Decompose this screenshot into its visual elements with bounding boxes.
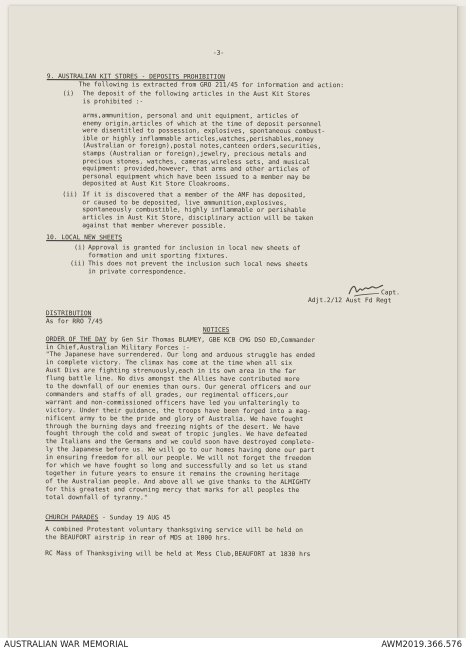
notices-heading: NOTICES (202, 326, 230, 334)
document-text-line: commanders and staffs of all grades, our regimental officers,our (45, 391, 289, 399)
document-text-line: in ensuring freedom for all our people. We will not forget the freedom (45, 454, 311, 463)
order-line: by Gen Sir Thomas BLAMEY, GBE KCB CMG DSO ED,Commander (106, 336, 316, 345)
document-text-line: (Australian or foreign),postal notes,canteen orders,securities, (82, 142, 322, 151)
document-text-line: in complete victory. The climax has come at the time when all six (45, 359, 293, 368)
document-text-line: If it is discovered that a member of the AMF has deposited, (82, 191, 307, 200)
document-text-line: stamps (Australian or foreign),jewelry, precious metals and (82, 150, 307, 159)
document-text-line: together in future years to ensure it remains the crowning heritage (45, 470, 300, 478)
section-10-heading: 10. LOCAL NEW SHEETS (46, 234, 123, 242)
document-text-line: deposited at Aust Kit Store Cloakrooms. (82, 180, 231, 189)
item-1-number: (i) (62, 90, 75, 98)
document-text-line: enemy origin,articles of which at the time of deposit personnel (82, 119, 322, 128)
document-text-line: against that member wherever possible. (82, 222, 227, 230)
distribution-text: As for RRO 7/45 (45, 318, 103, 326)
document-text-line: were disentitled to possession, explosives, spontaneous combust- (82, 127, 326, 136)
document-text-line: nificent army to be the pride and glory of Australia. We have fought (45, 414, 304, 423)
document-text-line: victory. Under their guidance, the troops have been forged into a mag- (45, 406, 311, 415)
document-text-line: flung battle line. No divs amongst the Allies have contributed more (45, 375, 300, 384)
order-of-the-day-heading: ORDER OF THE DAY (45, 336, 107, 344)
document-text-line: the BEAUFORT airstrip in rear of MDS at 1000 hrs. (45, 534, 231, 542)
church-parades-heading: CHURCH PARADES (45, 514, 99, 522)
document-text-line: spontaneously combustible, highly inflammable or perishable (82, 206, 306, 215)
document-text-line: through the burning days and freezing nights of the desert. We have (45, 422, 300, 431)
document-text-line: fought through the cold and sweat of tropic jungles. We have defeated (45, 430, 308, 439)
document-text-line: Aust Divs are fighting strenuously,each in its own area in the far (45, 367, 296, 376)
document-text-line: for this greatest and crowning mercy that marks for all peoples the (45, 485, 300, 494)
document-text-line: The deposit of the following articles in the Aust Kit Stores (82, 90, 311, 99)
document-text-line: ible or highly inflammable articles,watches,perishables,money (82, 135, 314, 143)
document-text-line: articles in Aust Kit Store, disciplinary action will be taken (82, 214, 314, 223)
document-text-line: This does not prevent the inclusion such local news sheets (88, 260, 309, 269)
document-text-line: Approval is granted for inclusion in local new sheets of (88, 244, 301, 253)
document-text-line: "The Japanese have surrendered. Our long and arduous struggle has ended (45, 351, 315, 360)
document-text-line: precious stones, watches, cameras,wireless sets, and musical (82, 157, 310, 166)
document-page (9, 6, 457, 638)
document-text-line: personal equipment which have been issued to a member may be (82, 173, 310, 181)
document-text-line: ly the Japanese before us. We will go to our homes having done our part (45, 446, 315, 455)
document-text-line: formation and unit sporting fixtures. (88, 251, 229, 260)
document-text-line: in Chief,Australian Military Forces :- (45, 343, 190, 352)
rc-mass-line: RC Mass of Thanksgiving will be held at Mess Club,BEAUFORT at 1830 hrs (45, 550, 311, 559)
document-text-line: warrant and non-commissioned officers have led you unfalteringly to (45, 398, 300, 407)
document-text-line: the Italians and the Germans and we could soon have destroyed complete- (45, 438, 315, 447)
document-text-line: total downfall of tyranny." (45, 493, 148, 502)
document-text-line: arms,ammunition, personal and unit equipment, articles of (82, 112, 299, 121)
distribution-heading: DISTRIBUTION (45, 310, 92, 318)
church-parades-date: - Sunday 19 AUG 45 (98, 514, 171, 522)
document-body (7, 6, 457, 638)
archive-footer (0, 638, 466, 653)
item-2-number: (ii) (62, 191, 78, 199)
signature-title: Adjt.2/12 Aust Fd Regt (307, 297, 392, 305)
document-text-line: equipment: provided,however, that arms and other articles of (82, 165, 310, 174)
church-parades-line (45, 514, 170, 522)
document-text-line: for which we have fought so long and successfully and so let us stand (45, 462, 308, 471)
document-text-line: or caused to be deposited, live ammunition,explosives, (82, 198, 288, 207)
document-text-line: is prohibited :- (82, 98, 144, 106)
page-number: -3- (212, 49, 225, 57)
archive-source: AUSTRALIAN WAR MEMORIAL (4, 640, 129, 650)
document-text-line: in private correspondence. (88, 267, 187, 276)
s10-item-1-number: (i) (74, 244, 86, 252)
signature-rank: Capt. (380, 289, 400, 297)
section-9-intro: The following is extracted from GRO 211/45 for information and action: (78, 81, 345, 90)
section-9-heading: 9. AUSTRALIAN KIT STORES - DEPOSITS PROHIBITION (46, 73, 225, 81)
archive-reference: AWM2019.366.576 (381, 640, 462, 650)
document-text-line: A combined Protestant voluntary thanksgiving service will be held on (45, 526, 303, 535)
s10-item-2-number: (ii) (70, 260, 86, 268)
document-text-line: to the downfall of our enemies than ours. Our general officers and our (45, 383, 312, 392)
document-text-line: of the Australian people. And above all we give thanks to the ALMIGHTY (45, 477, 311, 486)
